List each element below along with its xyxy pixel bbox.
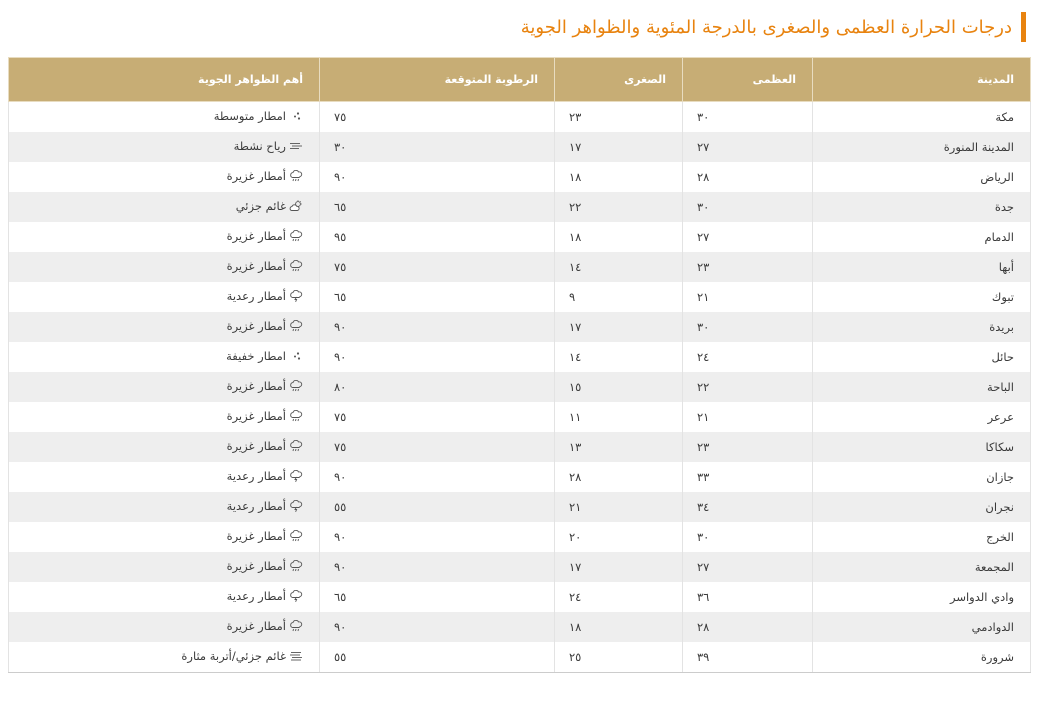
weather-table [8,57,1031,673]
cell-max-temp: ٣٠ [683,522,813,552]
phenomenon-wrap [227,469,303,483]
cell-min-temp: ٢٤ [555,582,683,612]
cell-phenomenon [9,312,320,342]
cell-humidity: ٦٥ [320,282,555,312]
cell-city: أبها [813,252,1031,282]
rain-cloud-icon [289,230,303,242]
thunderstorm-icon [289,290,303,302]
cell-humidity: ٩٠ [320,342,555,372]
cell-humidity: ٩٠ [320,522,555,552]
wind-icon [289,140,303,152]
cell-min-temp: ٩ [555,282,683,312]
phenomenon-label: رياح نشطة [233,139,286,153]
phenomenon-label: أمطار غزيرة [226,619,286,633]
light-rain-icon [289,110,303,122]
cell-humidity: ٦٥ [320,192,555,222]
cell-humidity: ٧٥ [320,252,555,282]
thunderstorm-icon [289,590,303,602]
cell-min-temp: ٢٢ [555,192,683,222]
phenomenon-wrap [181,649,303,663]
cell-min-temp: ١٥ [555,372,683,402]
table-body [9,102,1031,673]
column-header-min: الصغرى [555,58,683,102]
cell-max-temp: ٢٨ [683,612,813,642]
cell-humidity: ٣٠ [320,132,555,162]
rain-cloud-icon [289,320,303,332]
cell-phenomenon [9,252,320,282]
rain-cloud-icon [289,410,303,422]
phenomenon-label: أمطار رعدية [226,589,286,603]
cell-city: جازان [813,462,1031,492]
phenomenon-label: غائم جزئي/أتربة مثارة [181,649,286,663]
phenomenon-wrap [227,529,303,543]
cell-max-temp: ٢٢ [683,372,813,402]
cell-humidity: ٧٥ [320,102,555,133]
table-row [9,192,1031,222]
cell-phenomenon [9,642,320,673]
cell-phenomenon [9,162,320,192]
column-header-humidity: الرطوبة المتوقعة [320,58,555,102]
cell-phenomenon [9,462,320,492]
column-header-phenomena: أهم الظواهر الجوية [9,58,320,102]
cell-city: نجران [813,492,1031,522]
table-row [9,462,1031,492]
cell-max-temp: ٢٧ [683,552,813,582]
phenomenon-wrap [227,409,303,423]
phenomenon-wrap [227,619,303,633]
cell-city: الدوادمي [813,612,1031,642]
rain-cloud-icon [289,620,303,632]
cell-phenomenon [9,612,320,642]
table-row [9,312,1031,342]
phenomenon-wrap [214,109,303,123]
rain-cloud-icon [289,560,303,572]
cell-min-temp: ٢٣ [555,102,683,133]
cell-max-temp: ٣٣ [683,462,813,492]
rain-cloud-icon [289,530,303,542]
cell-phenomenon [9,102,320,133]
cell-min-temp: ١٧ [555,312,683,342]
cell-max-temp: ٣٠ [683,192,813,222]
rain-cloud-icon [289,440,303,452]
cell-max-temp: ٢١ [683,282,813,312]
table-row [9,372,1031,402]
table-row [9,432,1031,462]
phenomenon-wrap [227,229,303,243]
cell-city: الخرج [813,522,1031,552]
cell-min-temp: ١٤ [555,252,683,282]
cell-city: الباحة [813,372,1031,402]
phenomenon-wrap [227,559,303,573]
column-header-max: العظمى [683,58,813,102]
table-row [9,132,1031,162]
cell-max-temp: ٢٤ [683,342,813,372]
cell-max-temp: ٢٣ [683,252,813,282]
cell-humidity: ٩٥ [320,222,555,252]
cell-phenomenon [9,522,320,552]
phenomenon-label: أمطار غزيرة [226,259,286,273]
cell-phenomenon [9,432,320,462]
cell-min-temp: ١٣ [555,432,683,462]
cell-max-temp: ٢٧ [683,222,813,252]
cell-max-temp: ٣٦ [683,582,813,612]
phenomenon-label: أمطار غزيرة [226,319,286,333]
cell-humidity: ٩٠ [320,552,555,582]
phenomenon-wrap [227,439,303,453]
cell-humidity: ٩٠ [320,312,555,342]
table-row [9,402,1031,432]
cell-phenomenon [9,342,320,372]
cell-max-temp: ٢٧ [683,132,813,162]
cell-phenomenon [9,222,320,252]
cell-humidity: ٥٥ [320,492,555,522]
phenomenon-wrap [234,139,303,153]
cell-city: مكة [813,102,1031,133]
rain-cloud-icon [289,260,303,272]
phenomenon-wrap [236,199,303,213]
phenomenon-label: أمطار رعدية [226,469,286,483]
cell-phenomenon [9,282,320,312]
table-row [9,642,1031,673]
cell-phenomenon [9,372,320,402]
rain-cloud-icon [289,170,303,182]
cell-city: عرعر [813,402,1031,432]
cell-humidity: ٧٥ [320,432,555,462]
phenomenon-wrap [227,589,303,603]
cell-city: تبوك [813,282,1031,312]
cell-max-temp: ٢١ [683,402,813,432]
phenomenon-label: أمطار غزيرة [226,379,286,393]
table-row [9,282,1031,312]
cell-max-temp: ٣٩ [683,642,813,673]
column-header-city: المدينة [813,58,1031,102]
phenomenon-wrap [227,499,303,513]
phenomenon-wrap [227,289,303,303]
cell-phenomenon [9,492,320,522]
cell-humidity: ٩٠ [320,462,555,492]
table-row [9,552,1031,582]
table-row [9,522,1031,552]
table-row [9,342,1031,372]
phenomenon-label: أمطار غزيرة [226,409,286,423]
cell-max-temp: ٢٣ [683,432,813,462]
cell-max-temp: ٣٠ [683,312,813,342]
phenomenon-wrap [227,169,303,183]
cell-humidity: ٩٠ [320,612,555,642]
cell-min-temp: ١٨ [555,222,683,252]
thunderstorm-icon [289,500,303,512]
cell-city: وادي الدواسر [813,582,1031,612]
light-rain-icon [289,350,303,362]
cell-min-temp: ١٧ [555,132,683,162]
table-row [9,612,1031,642]
phenomenon-label: أمطار غزيرة [226,559,286,573]
phenomenon-label: امطار متوسطة [213,109,286,123]
title-accent-bar [1021,12,1026,42]
cell-humidity: ٩٠ [320,162,555,192]
cell-city: المدينة المنورة [813,132,1031,162]
phenomenon-label: أمطار رعدية [226,499,286,513]
rain-cloud-icon [289,380,303,392]
cell-humidity: ٥٥ [320,642,555,673]
phenomenon-label: غائم جزئي [235,199,286,213]
cell-city: الرياض [813,162,1031,192]
table-header-row [9,58,1031,102]
dust-icon [289,650,303,662]
cell-min-temp: ١٤ [555,342,683,372]
cell-min-temp: ٢١ [555,492,683,522]
cell-city: جدة [813,192,1031,222]
table-row [9,162,1031,192]
table-row [9,102,1031,133]
phenomenon-wrap [227,259,303,273]
cell-min-temp: ٢٠ [555,522,683,552]
cell-city: بريدة [813,312,1031,342]
cell-humidity: ٧٥ [320,402,555,432]
phenomenon-wrap [227,319,303,333]
page-title-block [521,12,1026,42]
cell-humidity: ٨٠ [320,372,555,402]
phenomenon-wrap [227,379,303,393]
phenomenon-label: امطار خفيفة [226,349,286,363]
partly-cloudy-icon [289,200,303,212]
cell-city: المجمعة [813,552,1031,582]
cell-max-temp: ٢٨ [683,162,813,192]
cell-phenomenon [9,132,320,162]
phenomenon-wrap [226,349,303,363]
cell-min-temp: ١٨ [555,612,683,642]
table-row [9,492,1031,522]
cell-phenomenon [9,402,320,432]
phenomenon-label: أمطار رعدية [226,289,286,303]
cell-city: الدمام [813,222,1031,252]
phenomenon-label: أمطار غزيرة [226,229,286,243]
table-row [9,222,1031,252]
table-row [9,582,1031,612]
cell-max-temp: ٣٤ [683,492,813,522]
cell-min-temp: ١٧ [555,552,683,582]
page-title: درجات الحرارة العظمى والصغرى بالدرجة المئوية والظواهر الجوية [520,16,1012,38]
cell-min-temp: ٢٥ [555,642,683,673]
cell-phenomenon [9,192,320,222]
phenomenon-label: أمطار غزيرة [226,529,286,543]
cell-phenomenon [9,582,320,612]
cell-humidity: ٦٥ [320,582,555,612]
cell-phenomenon [9,552,320,582]
phenomenon-label: أمطار غزيرة [226,439,286,453]
cell-city: حائل [813,342,1031,372]
table-row [9,252,1031,282]
cell-city: سكاكا [813,432,1031,462]
thunderstorm-icon [289,470,303,482]
phenomenon-label: أمطار غزيرة [226,169,286,183]
cell-min-temp: ١١ [555,402,683,432]
cell-city: شرورة [813,642,1031,673]
cell-max-temp: ٣٠ [683,102,813,133]
cell-min-temp: ٢٨ [555,462,683,492]
cell-min-temp: ١٨ [555,162,683,192]
